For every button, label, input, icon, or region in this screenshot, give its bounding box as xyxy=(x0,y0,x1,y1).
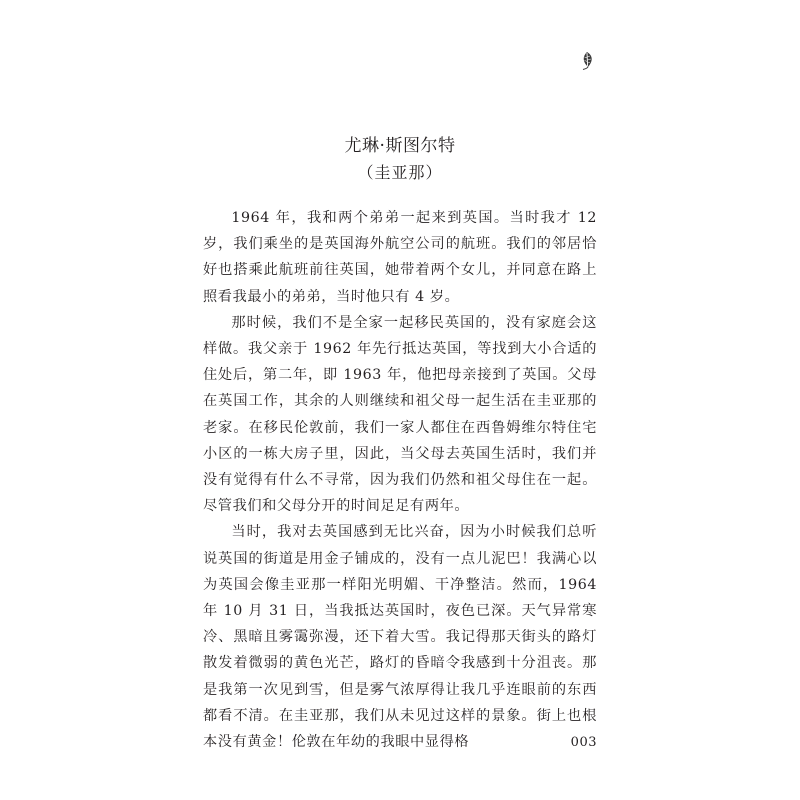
page-number: 003 xyxy=(570,735,597,750)
paragraph: 那时候，我们不是全家一起移民英国的，没有家庭会这样做。我父亲于 1962 年先行抵达英国，等找到大小合适的住处后，第二年，即 1963 年，他把母亲接到了英国。父母在英国工作，其余的人则继续和祖父母一起生活在圭亚那的老家。在移民伦敦前，我们一家人都住在西鲁姆维尔特住宅小区的一栋大房子里，因此，当父母去英国生活时，我们并没有觉得有什么不寻常，因为我们仍然和祖父母住在一起。尽管我们和父母分开的时间足足有两年。 xyxy=(203,314,597,515)
paragraph: 当时，我对去英国感到无比兴奋，因为小时候我们总听说英国的街道是用金子铺成的，没有一点儿泥巴！我满心以为英国会像圭亚那一样阳光明媚、干净整洁。然而，1964 年 10 月 31 日，当我抵达英国时，夜色已深。天气异常寒冷、黑暗且雾霭弥漫，还下着大雪。我记得那天街头的路灯散发着微弱的黄色光芒，路灯的昏暗令我感到十分沮丧。那是我第一次见到雪，但是雾气浓厚得让我几乎连眼前的东西都看不清。在圭亚那，我们从未见过这样的景象。街上也根本没有黄金！伦敦在年幼的我眼中显得格 xyxy=(203,524,597,751)
body-text xyxy=(203,205,597,755)
paragraph: 1964 年，我和两个弟弟一起来到英国。当时我才 12 岁，我们乘坐的是英国海外航空公司的航班。我们的邻居恰好也搭乘此航班前往英国，她带着两个女儿，并同意在路上照看我最小的弟弟，当时他只有 4 岁。 xyxy=(203,210,597,305)
chapter-subtitle: （圭亚那） xyxy=(357,163,443,182)
chapter-title: 尤琳·斯图尔特 xyxy=(344,136,456,156)
leaf-icon xyxy=(577,50,597,70)
